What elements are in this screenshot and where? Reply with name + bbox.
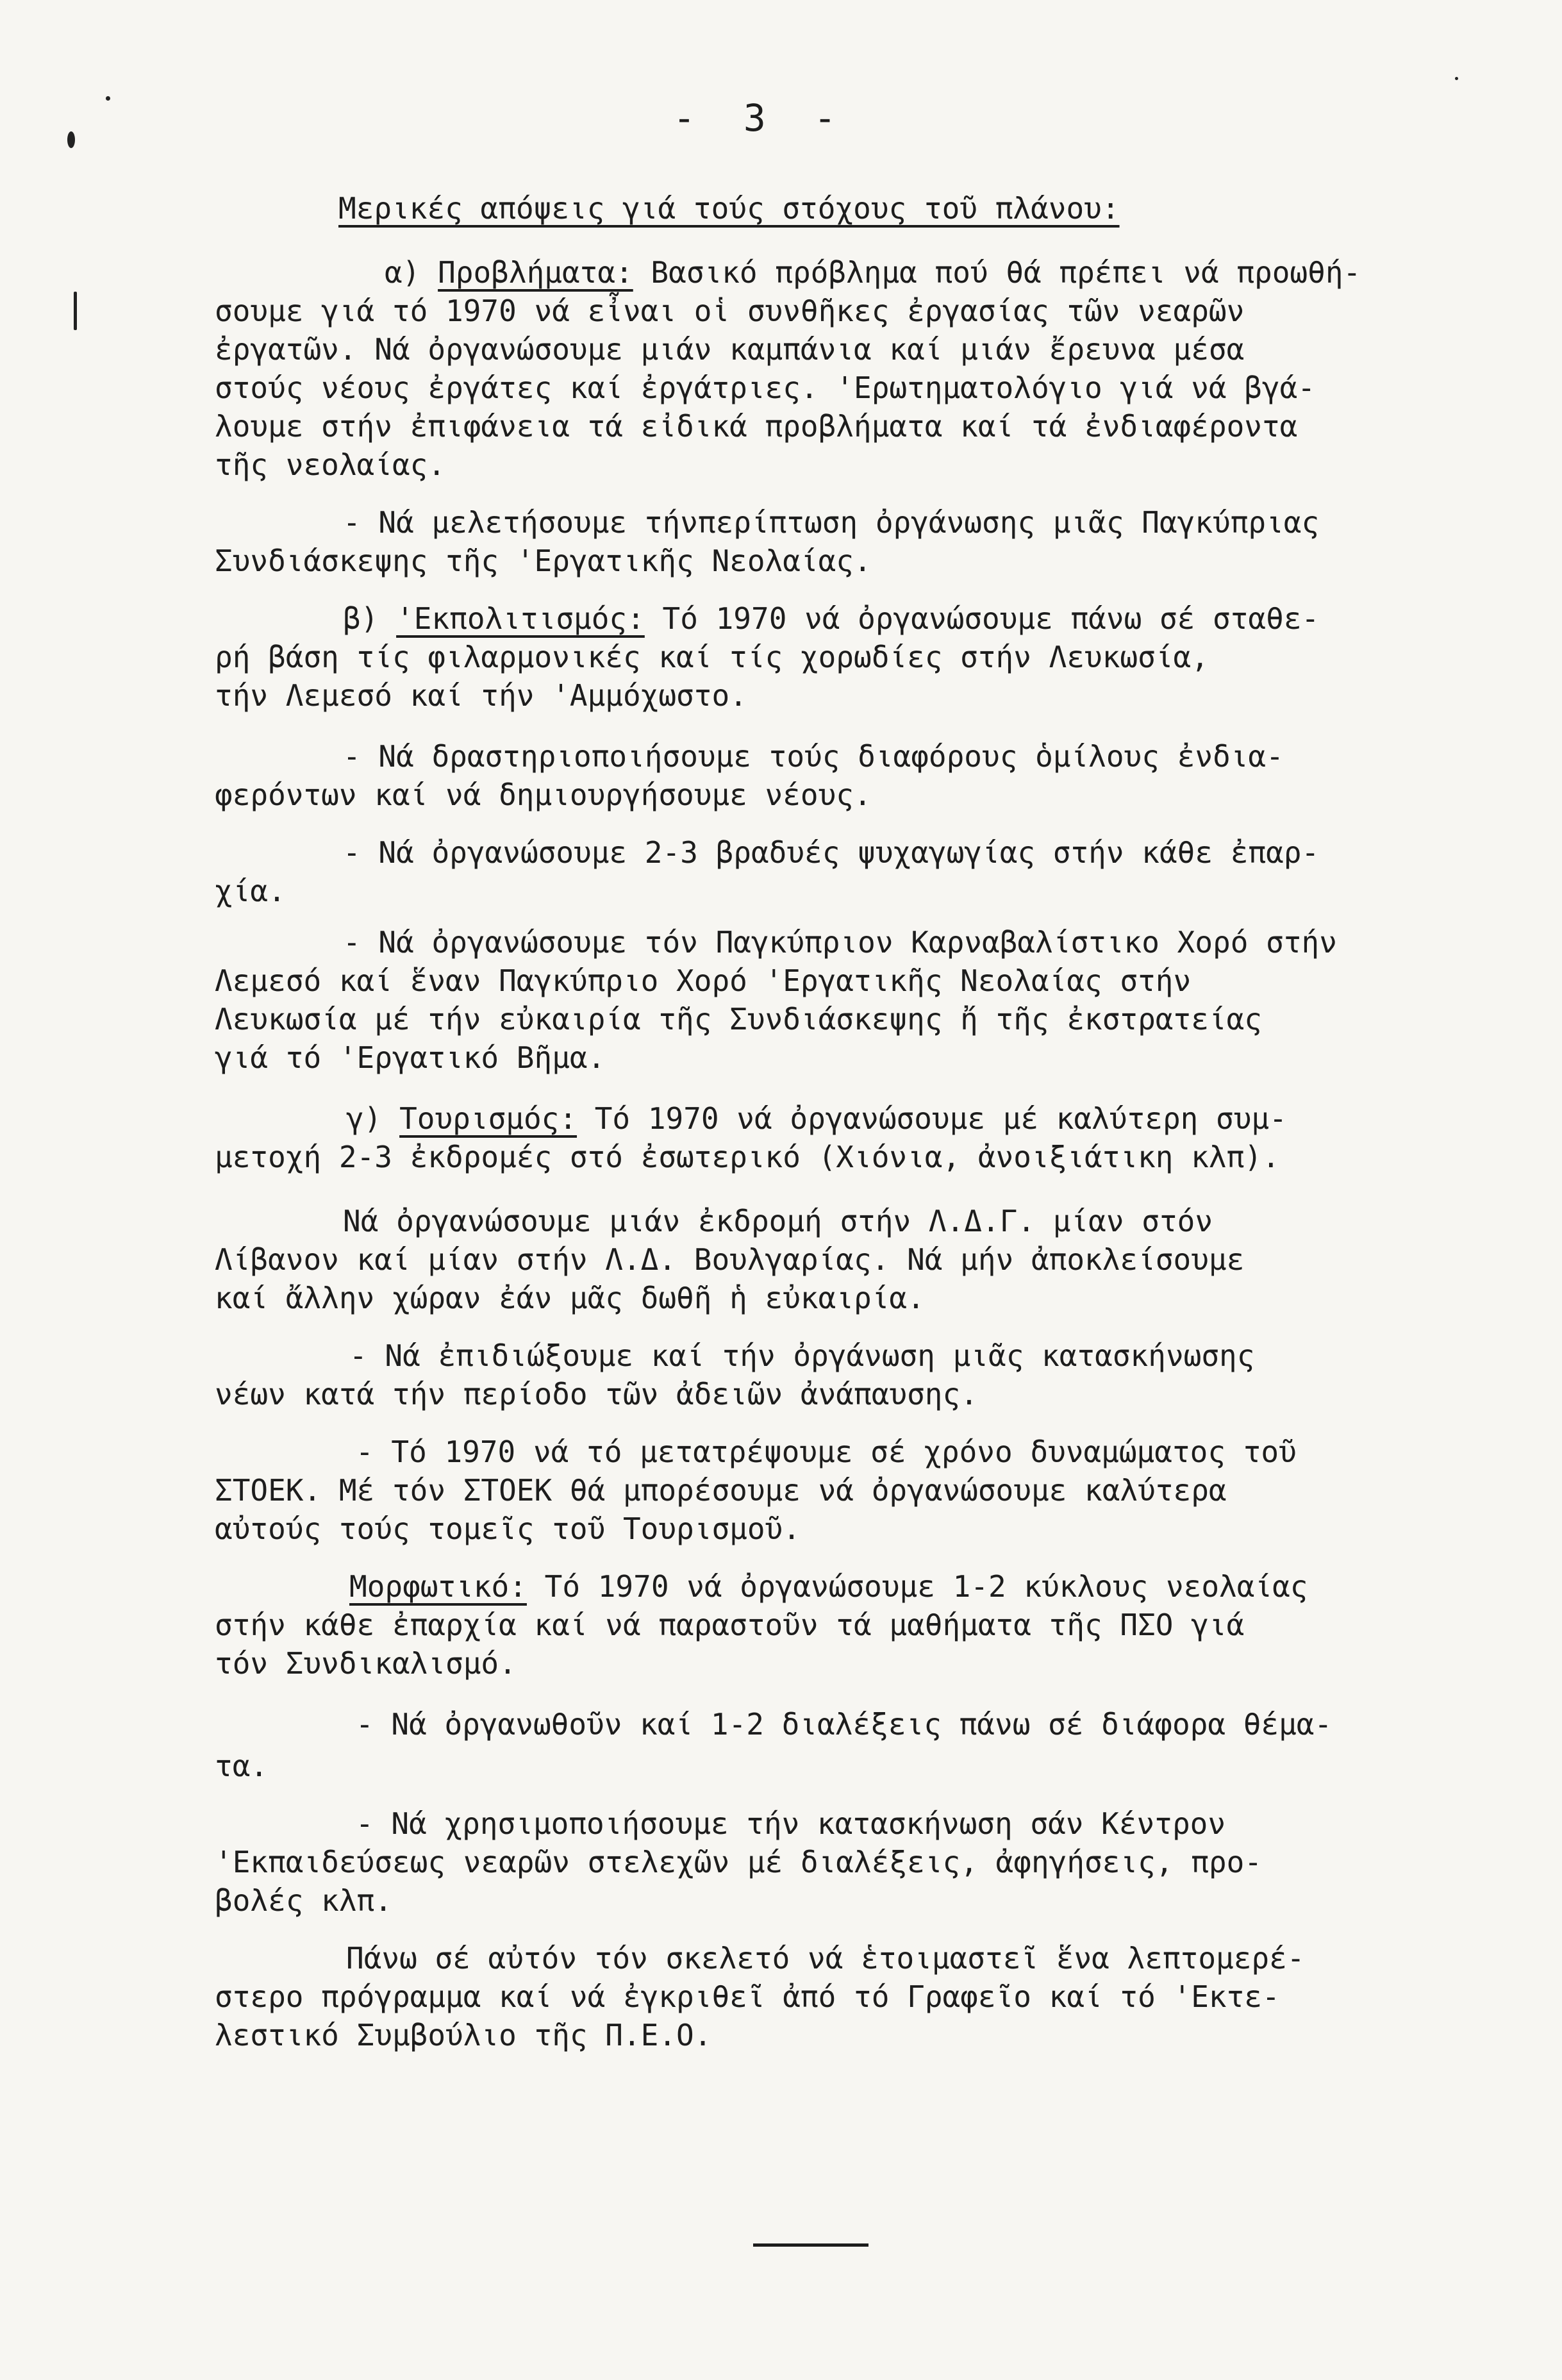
text-line: τα.: [215, 1749, 269, 1783]
section-label: 'Εκπολιτισμός:: [396, 601, 645, 636]
text-line: - Νά ἐπιδιώξουμε καί τήν ὀργάνωση μιᾶς κατασκήνωσης: [349, 1338, 1255, 1373]
text-line: Λεμεσό καί ἕναν Παγκύπριο Χορό 'Εργατικῆς Νεολαίας στήν: [215, 963, 1192, 998]
text-line: χία.: [215, 874, 286, 908]
text-line: - Νά χρησιμοποιήσουμε τήν κατασκήνωση σάν Κέντρον: [356, 1806, 1226, 1841]
text-line: - Νά ὀργανώσουμε 2-3 βραδυές ψυχαγωγίας στήν κάθε ἐπαρ-: [343, 835, 1320, 870]
text-line: - Νά δραστηριοποιήσουμε τούς διαφόρους ὁμίλους ἐνδια-: [343, 739, 1284, 774]
text-line: Πάνω σέ αὐτόν τόν σκελετό νά ἑτοιμαστεῖ ἕνα λεπτομερέ-: [346, 1941, 1305, 1976]
text-line: φερόντων καί νά δημιουργήσουμε νέους.: [215, 778, 872, 812]
text-line: στούς νέους ἐργάτες καί ἐργάτριες. 'Ερωτηματολόγιο γιά νά βγά-: [215, 370, 1316, 405]
text-line: α) Προβλήματα: Βασικό πρόβλημα πού θά πρέπει νά προωθή-: [385, 255, 1361, 290]
text-line: μετοχή 2-3 ἐκδρομές στό ἐσωτερικό (Χιόνια, ἀνοιξιάτικη κλπ).: [215, 1140, 1280, 1174]
text-line: καί ἄλλην χώραν ἐάν μᾶς δωθῆ ἡ εὐκαιρία.: [215, 1281, 925, 1315]
text-line: - Νά ὀργανωθοῦν καί 1-2 διαλέξεις πάνω σέ διάφορα θέμα-: [356, 1707, 1333, 1742]
text-line: σουμε γιά τό 1970 νά εἶναι οἱ συνθῆκες ἐργασίας τῶν νεαρῶν: [215, 294, 1245, 328]
text-line: - Νά ὀργανώσουμε τόν Παγκύπριον Καρναβαλίστικο Χορό στήν: [343, 925, 1337, 960]
section-label: Τουρισμός:: [399, 1101, 577, 1136]
text-line: Λευκωσία μέ τήν εὐκαιρία τῆς Συνδιάσκεψης ἤ τῆς ἐκστρατείας: [215, 1002, 1262, 1036]
section-heading: Μερικές απόψεις γιά τούς στόχους τοῦ πλάνου:: [338, 191, 1120, 226]
text-line: τῆς νεολαίας.: [215, 447, 446, 482]
text-line: αὐτούς τούς τομεῖς τοῦ Τουρισμοῦ.: [215, 1511, 801, 1546]
section-label: Προβλήματα:: [438, 255, 633, 290]
text-line: νέων κατά τήν περίοδο τῶν ἀδειῶν ἀνάπαυσης.: [215, 1377, 978, 1411]
text-line: - Νά μελετήσουμε τήνπερίπτωση ὀργάνωσης μιᾶς Παγκύπριας: [343, 505, 1320, 540]
text-line: 'Εκπαιδεύσεως νεαρῶν στελεχῶν μέ διαλέξεις, ἀφηγήσεις, προ-: [215, 1845, 1262, 1879]
end-rule: [753, 2243, 868, 2247]
text-line: γιά τό 'Εργατικό Βῆμα.: [215, 1040, 606, 1075]
text-line: Συνδιάσκεψης τῆς 'Εργατικῆς Νεολαίας.: [215, 544, 872, 578]
text-line: λεστικό Συμβούλιο τῆς Π.Ε.Ο.: [215, 2018, 712, 2052]
text-line: γ) Τουρισμός: Τό 1970 νά ὀργανώσουμε μέ καλύτερη συμ-: [346, 1101, 1287, 1136]
text-line: β) 'Εκπολιτισμός: Τό 1970 νά ὀργανώσουμε πάνω σέ σταθε-: [343, 601, 1320, 636]
scan-speck: [1455, 77, 1458, 80]
text-line: ΣΤΟΕΚ. Μέ τόν ΣΤΟΕΚ θά μπορέσουμε νά ὀργανώσουμε καλύτερα: [215, 1473, 1227, 1508]
text-line: τόν Συνδικαλισμό.: [215, 1646, 517, 1681]
text-line: Μορφωτικό: Τό 1970 νά ὀργανώσουμε 1-2 κύκλους νεολαίας: [349, 1569, 1308, 1604]
text-line: βολές κλπ.: [215, 1883, 392, 1918]
text-line: Νά ὀργανώσουμε μιάν ἐκδρομή στήν Λ.Δ.Γ. μίαν στόν: [343, 1204, 1213, 1238]
scan-speck: [67, 131, 75, 148]
text-line: Λίβανον καί μίαν στήν Λ.Δ. Βουλγαρίας. Νά μήν ἀποκλείσουμε: [215, 1242, 1245, 1277]
scan-speck: [106, 96, 110, 101]
text-line: λουμε στήν ἐπιφάνεια τά εἰδικά προβλήματα καί τά ἐνδιαφέροντα: [215, 409, 1298, 444]
text-line: στήν κάθε ἐπαρχία καί νά παραστοῦν τά μαθήματα τῆς ΠΣΟ γιά: [215, 1608, 1245, 1642]
text-line: - Τό 1970 νά τό μετατρέψουμε σέ χρόνο δυναμώματος τοῦ: [356, 1435, 1297, 1469]
section-label: Μορφωτικό:: [349, 1569, 527, 1604]
text-line: ἐργατῶν. Νά ὀργανώσουμε μιάν καμπάνια καί μιάν ἔρευνα μέσα: [215, 332, 1245, 367]
text-line: στερο πρόγραμμα καί νά ἐγκριθεῖ ἀπό τό Γραφεῖο καί τό 'Εκτε-: [215, 1979, 1280, 2014]
text-line: ρή βάση τίς φιλαρμονικές καί τίς χορωδίες στήν Λευκωσία,: [215, 640, 1209, 674]
scan-speck: [74, 292, 77, 330]
text-line: τήν Λεμεσό καί τήν 'Αμμόχωστο.: [215, 678, 747, 713]
page-number: - 3 -: [673, 96, 849, 140]
